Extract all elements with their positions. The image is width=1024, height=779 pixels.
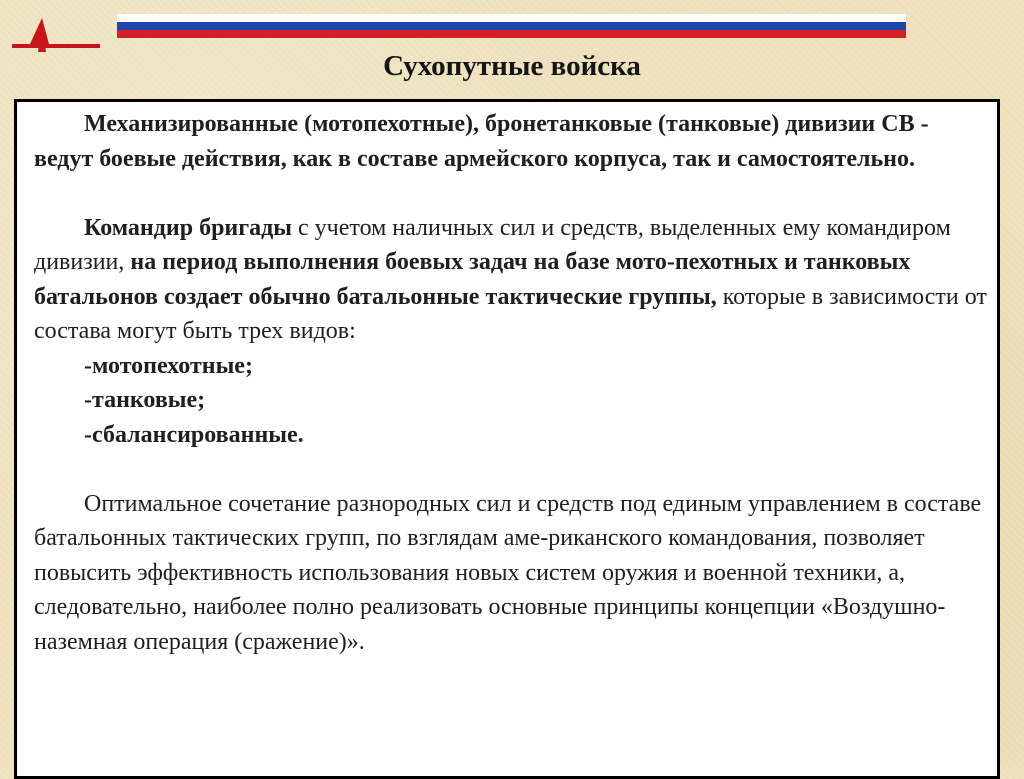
russian-flag-stripe (117, 14, 906, 38)
page-title: Сухопутные войска (383, 50, 641, 82)
brigade-text-bold: на период выполнения боевых задач на базе мото-пехотных и танковых батальонов создает обычно батальонные тактические группы, (34, 249, 911, 310)
paragraph-brigade-commander (34, 211, 989, 349)
flag-white-stripe (117, 14, 906, 22)
content-text (34, 107, 989, 659)
brigade-text-2: которые в зависимости от состава могут быть трех видов: (34, 283, 987, 344)
flag-blue-stripe (117, 22, 906, 30)
list-item-balanced: -сбалансированные. (84, 421, 304, 448)
paragraph-divisions-text: Механизированные (мотопехотные), бронетанковые (танковые) дивизии СВ - ведут боевые действия, как в составе армейского корпуса, так и самостоятельно. (34, 111, 929, 172)
brigade-text-1: с учетом наличных сил и средств, выделенных ему командиром дивизии, (34, 214, 951, 275)
content-box (14, 99, 1000, 779)
paragraph-optimal-combination: Оптимальное сочетание разнородных сил и средств под единым управлением в составе батальонных тактических групп, по взглядам аме-риканского командования, позволяет повысить эффективность использования новых систем оружия и военной техники, а, следовательно, наиболее полно реализовать основные принципы концепции «Воздушно-наземная операция (сражение)». (34, 490, 982, 655)
brigade-commander-label: Командир бригады (84, 214, 293, 241)
list-item-motorized: -мотопехотные; (84, 352, 253, 379)
red-star-logo-icon (12, 14, 102, 52)
paragraph-divisions (34, 107, 989, 176)
flag-red-stripe (117, 30, 906, 38)
list-item-tank: -танковые; (84, 387, 206, 413)
